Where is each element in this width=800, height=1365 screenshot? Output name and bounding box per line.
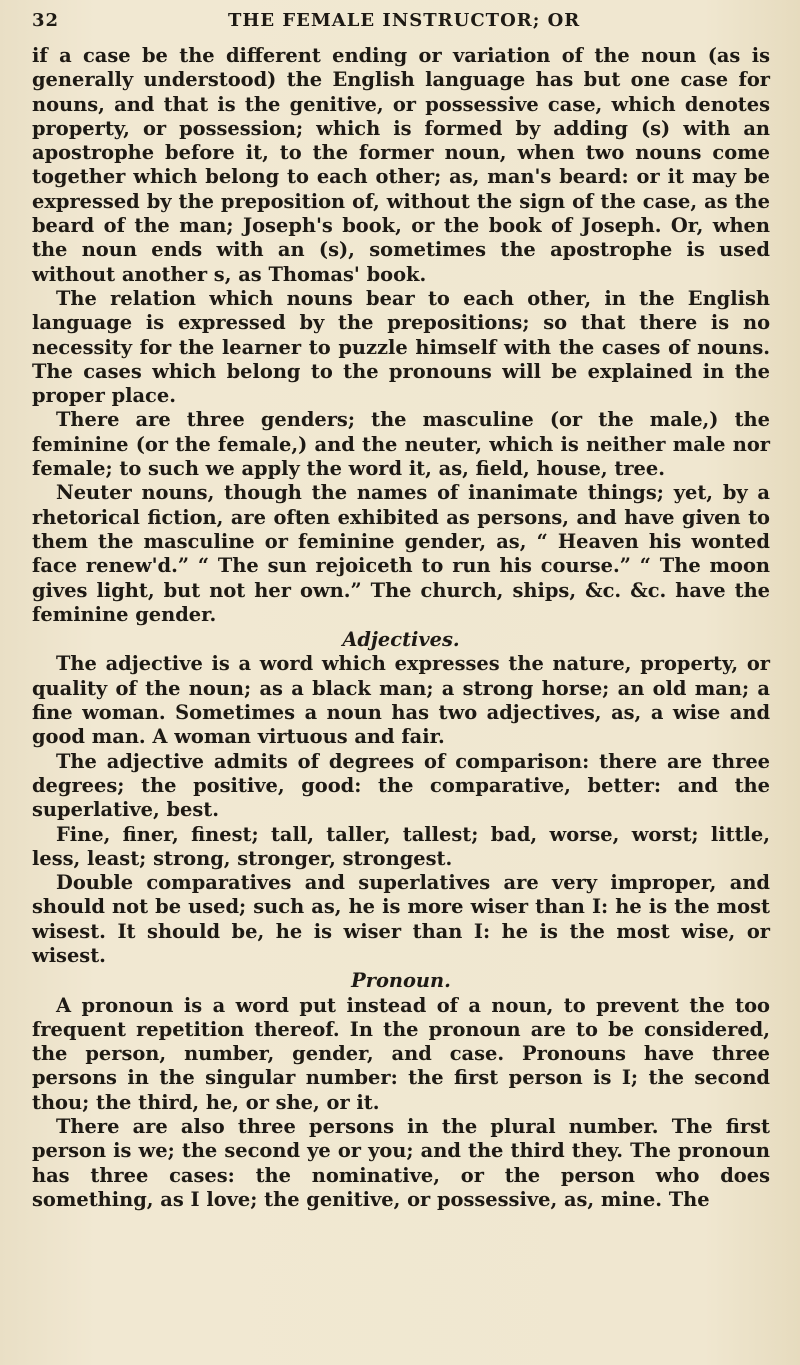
section-heading: Pronoun. bbox=[351, 969, 451, 993]
paragraph: Neuter nouns, though the names of inanimate things; yet, by a rhetorical fiction, are often exhibited as persons, and have given to them the masculine or feminine gender, as, “ Heaven his wonted face renew'd.” “ The sun rejoiceth to run his course.” “ The moon gives light, but not her own.” The church, ships, &c. &c. have the feminine gender. bbox=[32, 481, 770, 626]
paragraph: Fine, finer, finest; tall, taller, tallest; bad, worse, worst; little, less, least; strong, stronger, strongest. bbox=[32, 822, 770, 870]
paragraph: Double comparatives and superlatives are very improper, and should not be used; such as, he is more wiser than I: he is the most wisest. It should be, he is wiser than I: he is the most wise, or wisest. bbox=[32, 871, 770, 967]
paragraph: if a case be the different ending or variation of the noun (as is generally understood) the English language has but one case for nouns, and that is the genitive, or possessive case, which denotes property, or possession; which is formed by adding (s) with an apostrophe before it, to the former noun, when two nouns come together which belong to each other; as, man's beard: or it may be expressed by the preposition of, without the sign of the case, as the beard of the man; Joseph's book, or the book of Joseph. Or, when the noun ends with an (s), sometimes the apostrophe is used without another s, as Thomas' book. bbox=[32, 44, 770, 286]
page-body bbox=[32, 44, 770, 1212]
running-title: THE FEMALE INSTRUCTOR; OR bbox=[228, 10, 581, 31]
running-head bbox=[32, 10, 770, 36]
paragraph: There are three genders; the masculine (or the male,) the feminine (or the female,) and the neuter, which is neither male nor female; to such we apply the word it, as, field, house, tree. bbox=[32, 408, 770, 481]
paragraph: A pronoun is a word put instead of a noun, to prevent the too frequent repetition thereof. In the pronoun are to be considered, the person, number, gender, and case. Pronouns have three persons in the singular number: the first person is I; the second thou; the third, he, or she, or it. bbox=[32, 993, 770, 1114]
paragraph: The adjective is a word which expresses the nature, property, or quality of the noun; as a black man; a strong horse; an old man; a fine woman. Sometimes a noun has two adjectives, as, a wise and good man. A woman virtuous and fair. bbox=[32, 652, 770, 749]
section-heading: Adjectives. bbox=[342, 628, 460, 652]
paragraph: There are also three persons in the plural number. The first person is we; the second ye or you; and the third they. The pronoun has three cases: the nominative, or the person who does something, as I love; the genitive, or possessive, as, mine. The bbox=[32, 1115, 770, 1211]
page-number: 32 bbox=[32, 10, 60, 31]
paragraph: The relation which nouns bear to each other, in the English language is expressed by the prepositions; so that there is no necessity for the learner to puzzle himself with the cases of nouns. The cases which belong to the pronouns will be explained in the proper place. bbox=[32, 286, 770, 408]
paragraph: The adjective admits of degrees of comparison: there are three degrees; the positive, good: the comparative, better: and the superlative, best. bbox=[32, 749, 770, 822]
